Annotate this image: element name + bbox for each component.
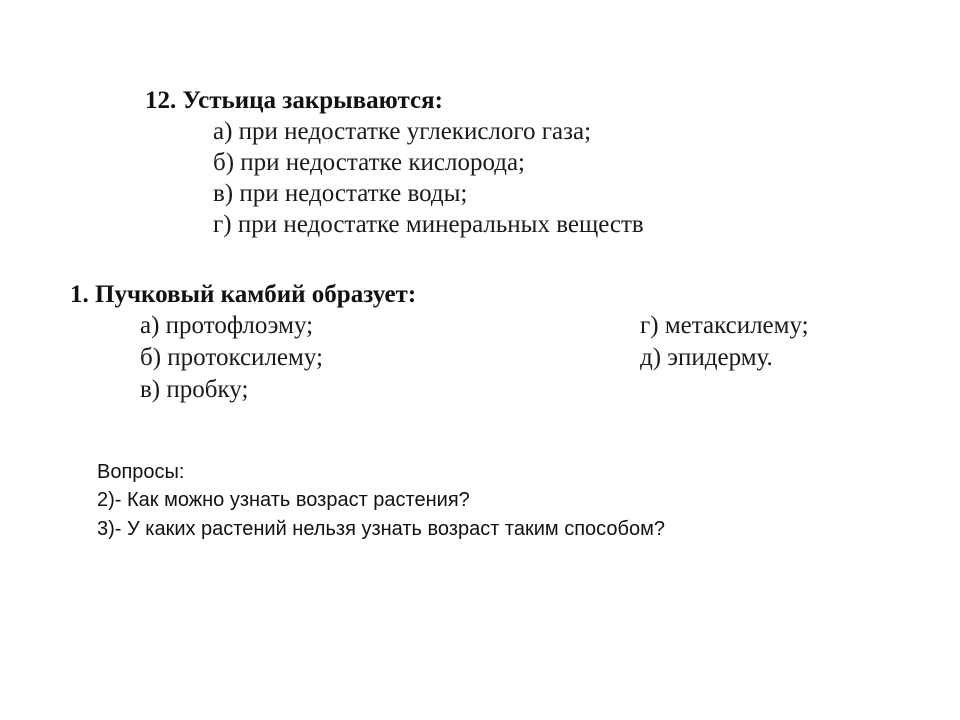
question-12-title: 12. Устьица закрываются: — [145, 87, 443, 114]
questions-heading: Вопросы: — [97, 461, 185, 483]
question-1-option-b: б) протоксилему; — [140, 344, 323, 371]
question-item-2: 2)- Как можно узнать возраст растения? — [97, 489, 470, 511]
question-12-option-a: а) при недостатке углекислого газа; — [213, 118, 592, 145]
question-1-option-c: в) пробку; — [140, 376, 249, 403]
question-12-option-b: б) при недостатке кислорода; — [213, 149, 525, 176]
question-1-title: 1. Пучковый камбий образует: — [70, 281, 417, 308]
question-1-option-d: г) метаксилему; — [640, 312, 809, 339]
question-1-option-a: а) протофлоэму; — [140, 312, 314, 339]
question-12-option-c: в) при недостатке воды; — [213, 180, 468, 207]
question-12-option-d: г) при недостатке минеральных веществ — [213, 211, 644, 238]
question-1-option-e: д) эпидерму. — [640, 344, 773, 371]
question-item-3: 3)- У каких растений нельзя узнать возраст таким способом? — [97, 518, 665, 540]
